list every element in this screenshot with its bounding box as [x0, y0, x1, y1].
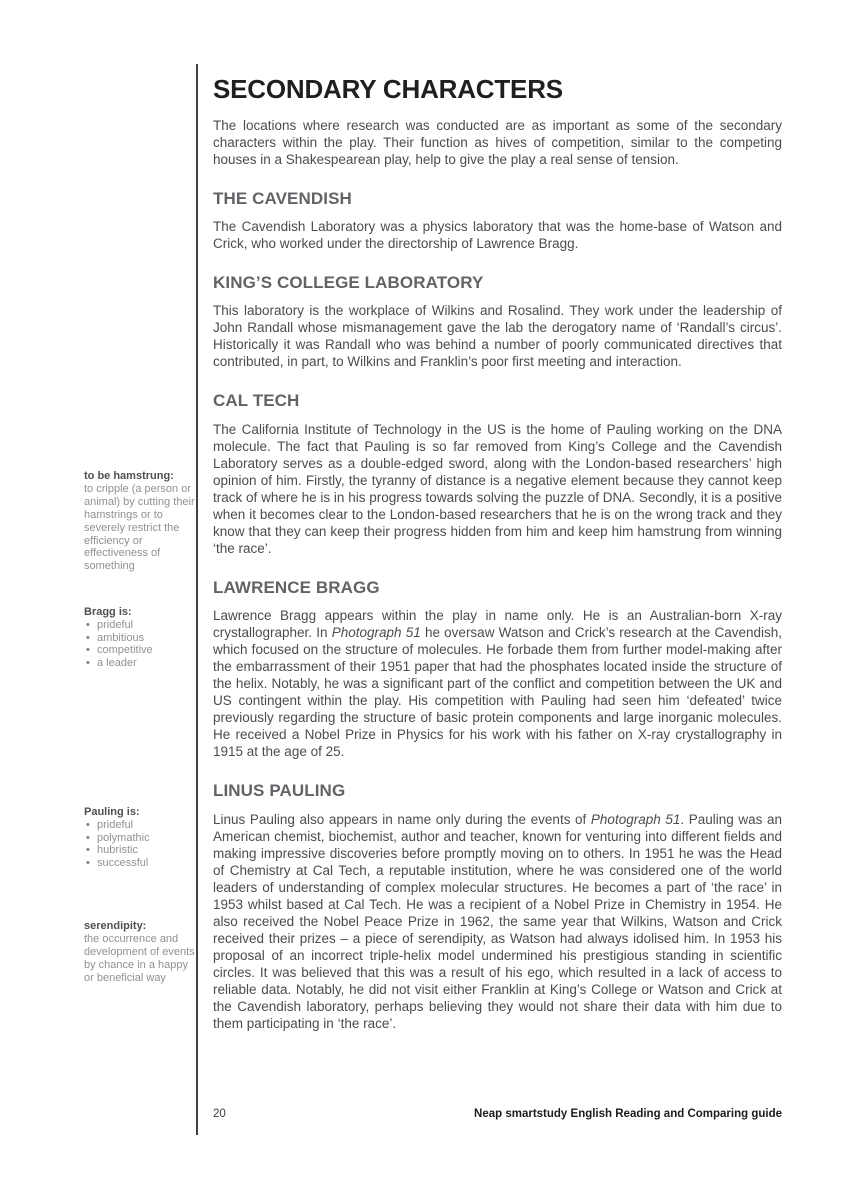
bullet-item: • competitive — [84, 644, 197, 657]
margin-note-term: Bragg is: — [84, 606, 132, 618]
section-paragraph: The Cavendish Laboratory was a physics laboratory that was the home-base of Watson and Crick, who worked under the directorship of Lawrence Bragg. — [213, 218, 782, 251]
section-kings-college-laboratory — [213, 273, 782, 370]
section-paragraph: This laboratory is the workplace of Wilkins and Rosalind. They work under the leadership of John Randall whose mismanagement gave the lab the derogatory name of ‘Randall’s circus’. Historically it was Randall who was behind a number of poorly communicated directives that contributed, in part, to Wilkins and Franklin’s poor first meeting and interaction. — [213, 303, 782, 370]
bullet-list — [84, 819, 197, 869]
section-paragraph: Linus Pauling also appears in name only during the events of Photograph 51. Pauling was an American chemist, biochemist, author and teacher, known for venturing into different fields and making impressive discoveries before promptly moving on to others. In 1951 he was the Head of Chemistry at Cal Tech, a reputable institution, where he was considered one of the world leaders of understanding of complex molecular structures. He becomes a part of ‘the race’ in 1953 whilst based at Cal Tech. He was a recipient of a Nobel Prize in Chemistry in 1954. He also received the Nobel Peace Prize in 1962, the same year that Wilkins, Watson and Crick received their prizes – a piece of serendipity, as Watson had always idolised him. In 1953 his proposal of an incorrect triple-helix model undermined his prestigious standing in scientific circles. It was believed that this was a result of his ego, which resulted in a lack of access to reliable data. Notably, he did not visit either Franklin at King’s College or Watson and Crick at the Cavendish laboratory, perhaps believing they would not share their data with him due to them participating in ‘the race’. — [213, 811, 782, 1031]
bullet-item: • hubristic — [84, 844, 197, 857]
section-heading: LINUS PAULING — [213, 781, 346, 801]
margin-note-term: to be hamstrung: — [84, 470, 174, 482]
margin-note-hamstrung — [84, 470, 197, 573]
footer-guide-title: Neap smartstudy English Reading and Comparing guide — [474, 1108, 782, 1120]
footer-page-number: 20 — [213, 1108, 226, 1120]
page-footer — [213, 1108, 782, 1120]
section-cal-tech — [213, 391, 782, 556]
intro-paragraph: The locations where research was conducted are as important as some of the secondary characters within the play. Their function as hives of competition, similar to the competing houses in a Shakespearean play, help to give the play a real sense of tension. — [213, 117, 782, 167]
main-content-column — [213, 75, 782, 1053]
section-heading: KING’S COLLEGE LABORATORY — [213, 272, 484, 292]
margin-note-definition: the occurrence and development of events by chance in a happy or beneficial way — [84, 932, 195, 984]
section-paragraph: Lawrence Bragg appears within the play in name only. He is an Australian-born X-ray crystallographer. In Photograph 51 he oversaw Watson and Crick’s research at the Cavendish, which focused on the structure of molecules. He forbade them from further model-making after the embarrassment of their 1951 paper that had the phosphates located inside the structure of the helix. Notably, he was a significant part of the conflict and competition between the UK and US contingent within the play. His competition with Pauling had seen him ‘defeated’ twice previously regarding the structure of basic protein components and large inorganic molecules. He received a Nobel Prize in Physics for his work with his father on X-ray crystallography in 1915 at the age of 25. — [213, 608, 782, 760]
margin-note-term: serendipity: — [84, 920, 147, 932]
section-the-cavendish — [213, 189, 782, 252]
bullet-item: • successful — [84, 857, 197, 870]
page-title: SECONDARY CHARACTERS — [213, 74, 563, 104]
section-lawrence-bragg — [213, 578, 782, 760]
margin-note-serendipity — [84, 920, 197, 985]
section-heading: CAL TECH — [213, 391, 300, 411]
bullet-item: • a leader — [84, 657, 197, 670]
bullet-item: • polymathic — [84, 832, 197, 845]
section-linus-pauling — [213, 781, 782, 1031]
section-paragraph: The California Institute of Technology in the US is the home of Pauling working on the DNA molecule. The fact that Pauling is so far removed from King’s College and the Cavendish Laboratory serves as a double-edged sword, along with the London-based researchers’ high opinion of him. Firstly, the tyranny of distance is a negative element because they cannot keep track of where he is in his progress towards solving the puzzle of DNA. Secondly, it is a positive when it becomes clear to the London-based researchers that he is on the wrong track and they know that they can keep their progress hidden from him and keep him hamstrung from winning ‘the race’. — [213, 421, 782, 556]
bullet-list — [84, 619, 197, 669]
margin-note-bragg — [84, 606, 197, 669]
section-heading: THE CAVENDISH — [213, 188, 352, 208]
section-heading: LAWRENCE BRAGG — [213, 577, 380, 597]
margin-note-pauling — [84, 806, 197, 869]
bullet-item: • prideful — [84, 819, 197, 832]
margin-note-definition: to cripple (a person or animal) by cutting their hamstrings or to severely restrict the efficiency or effectiveness of something — [84, 482, 195, 573]
margin-note-term: Pauling is: — [84, 806, 140, 818]
bullet-item: • prideful — [84, 619, 197, 632]
bullet-item: • ambitious — [84, 632, 197, 645]
